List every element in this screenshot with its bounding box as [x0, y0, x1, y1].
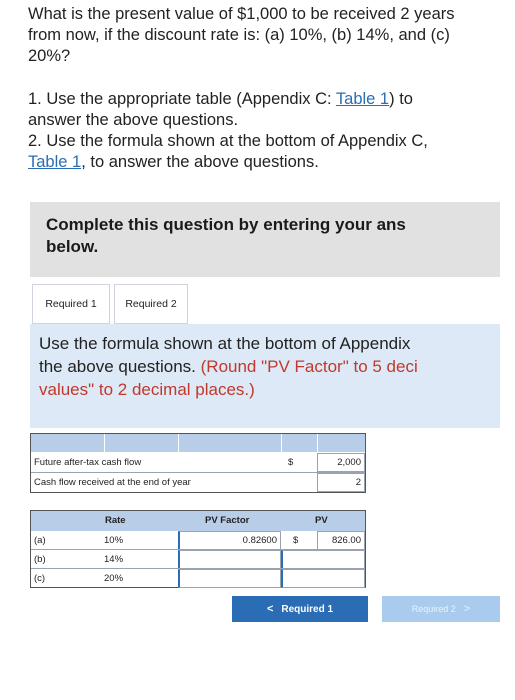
cashflow-value: 2,000 [337, 457, 361, 468]
year-value: 2 [355, 477, 361, 488]
rate-value: 10% [104, 535, 124, 546]
table-1-link-2[interactable]: Table 1 [28, 153, 82, 171]
next-button-label: Required 2 [411, 604, 456, 614]
question-text [28, 4, 508, 173]
instruction-2: 2. Use the formula shown at the bottom of Appendix C, [28, 132, 428, 150]
instruction-1-text-post: ) to [389, 90, 413, 108]
rate-value: 14% [104, 554, 124, 565]
pv-factor-value: 0.82600 [242, 535, 277, 546]
pv-factor-input[interactable] [178, 550, 281, 569]
instruction-line-2-text: the above questions. [39, 357, 201, 376]
question-line: What is the present value of $1,000 to be received 2 years [28, 5, 455, 23]
instruction-2-text-post: , to answer the above questions. [81, 153, 319, 171]
cashflow-table [30, 433, 366, 493]
instruction-1-line2: answer the above questions. [28, 111, 239, 129]
rounding-note: (Round "PV Factor" to 5 deci [200, 357, 418, 376]
instruction-1 [28, 89, 508, 110]
instruction-2-line2 [28, 152, 508, 173]
rate-value: 20% [104, 573, 124, 584]
prev-required-button[interactable] [232, 596, 368, 622]
question-line: 20%? [28, 47, 71, 65]
complete-banner [30, 202, 500, 277]
cashflow-table-header [31, 434, 365, 452]
tab-required-2[interactable]: Required 2 [114, 284, 188, 324]
pv-input[interactable] [281, 569, 365, 588]
year-input[interactable] [317, 473, 365, 492]
table-1-link[interactable]: Table 1 [335, 90, 390, 108]
complete-line-1: Complete this question by entering your ans [46, 215, 406, 234]
chevron-left-icon: < [266, 603, 274, 615]
instruction-line-2 [39, 355, 509, 378]
table-row [31, 453, 365, 472]
instruction-text [39, 332, 509, 401]
pv-header: PV [315, 515, 328, 526]
pv-factor-input[interactable] [178, 569, 281, 588]
rate-header: Rate [105, 515, 126, 526]
pv-value: 826.00 [331, 535, 361, 546]
instruction-panel [30, 324, 500, 428]
cashflow-label: Future after-tax cash flow [34, 457, 142, 468]
currency-symbol: $ [288, 457, 294, 468]
row-id: (b) [34, 554, 46, 565]
pv-input[interactable] [317, 531, 365, 550]
next-required-button[interactable] [382, 596, 500, 622]
chevron-right-icon: > [463, 603, 471, 615]
instruction-line-1: Use the formula shown at the bottom of Appendix [39, 334, 411, 353]
pv-table-header [31, 511, 365, 531]
instruction-1-text: 1. Use the appropriate table (Appendix C: [28, 90, 336, 108]
pv-table [30, 510, 366, 588]
pv-factor-header: PV Factor [205, 515, 250, 526]
cashflow-value-input[interactable] [317, 453, 365, 472]
table-row [31, 472, 365, 492]
rounding-note-line-3: values" to 2 decimal places.) [39, 380, 255, 399]
prev-button-label: Required 1 [281, 603, 334, 615]
row-id: (a) [34, 535, 46, 546]
table-row [31, 531, 365, 550]
table-row [31, 549, 365, 569]
row-id: (c) [34, 573, 46, 584]
table-row [31, 568, 365, 588]
complete-line-2: below. [46, 237, 99, 256]
cashflow-label: Cash flow received at the end of year [34, 477, 191, 488]
tab-required-1[interactable]: Required 1 [32, 284, 110, 324]
pv-input[interactable] [281, 550, 365, 569]
currency-symbol: $ [293, 535, 299, 546]
complete-text [46, 214, 506, 258]
question-line: from now, if the discount rate is: (a) 10%, (b) 14%, and (c) [28, 26, 450, 44]
pv-factor-input[interactable] [178, 531, 281, 550]
